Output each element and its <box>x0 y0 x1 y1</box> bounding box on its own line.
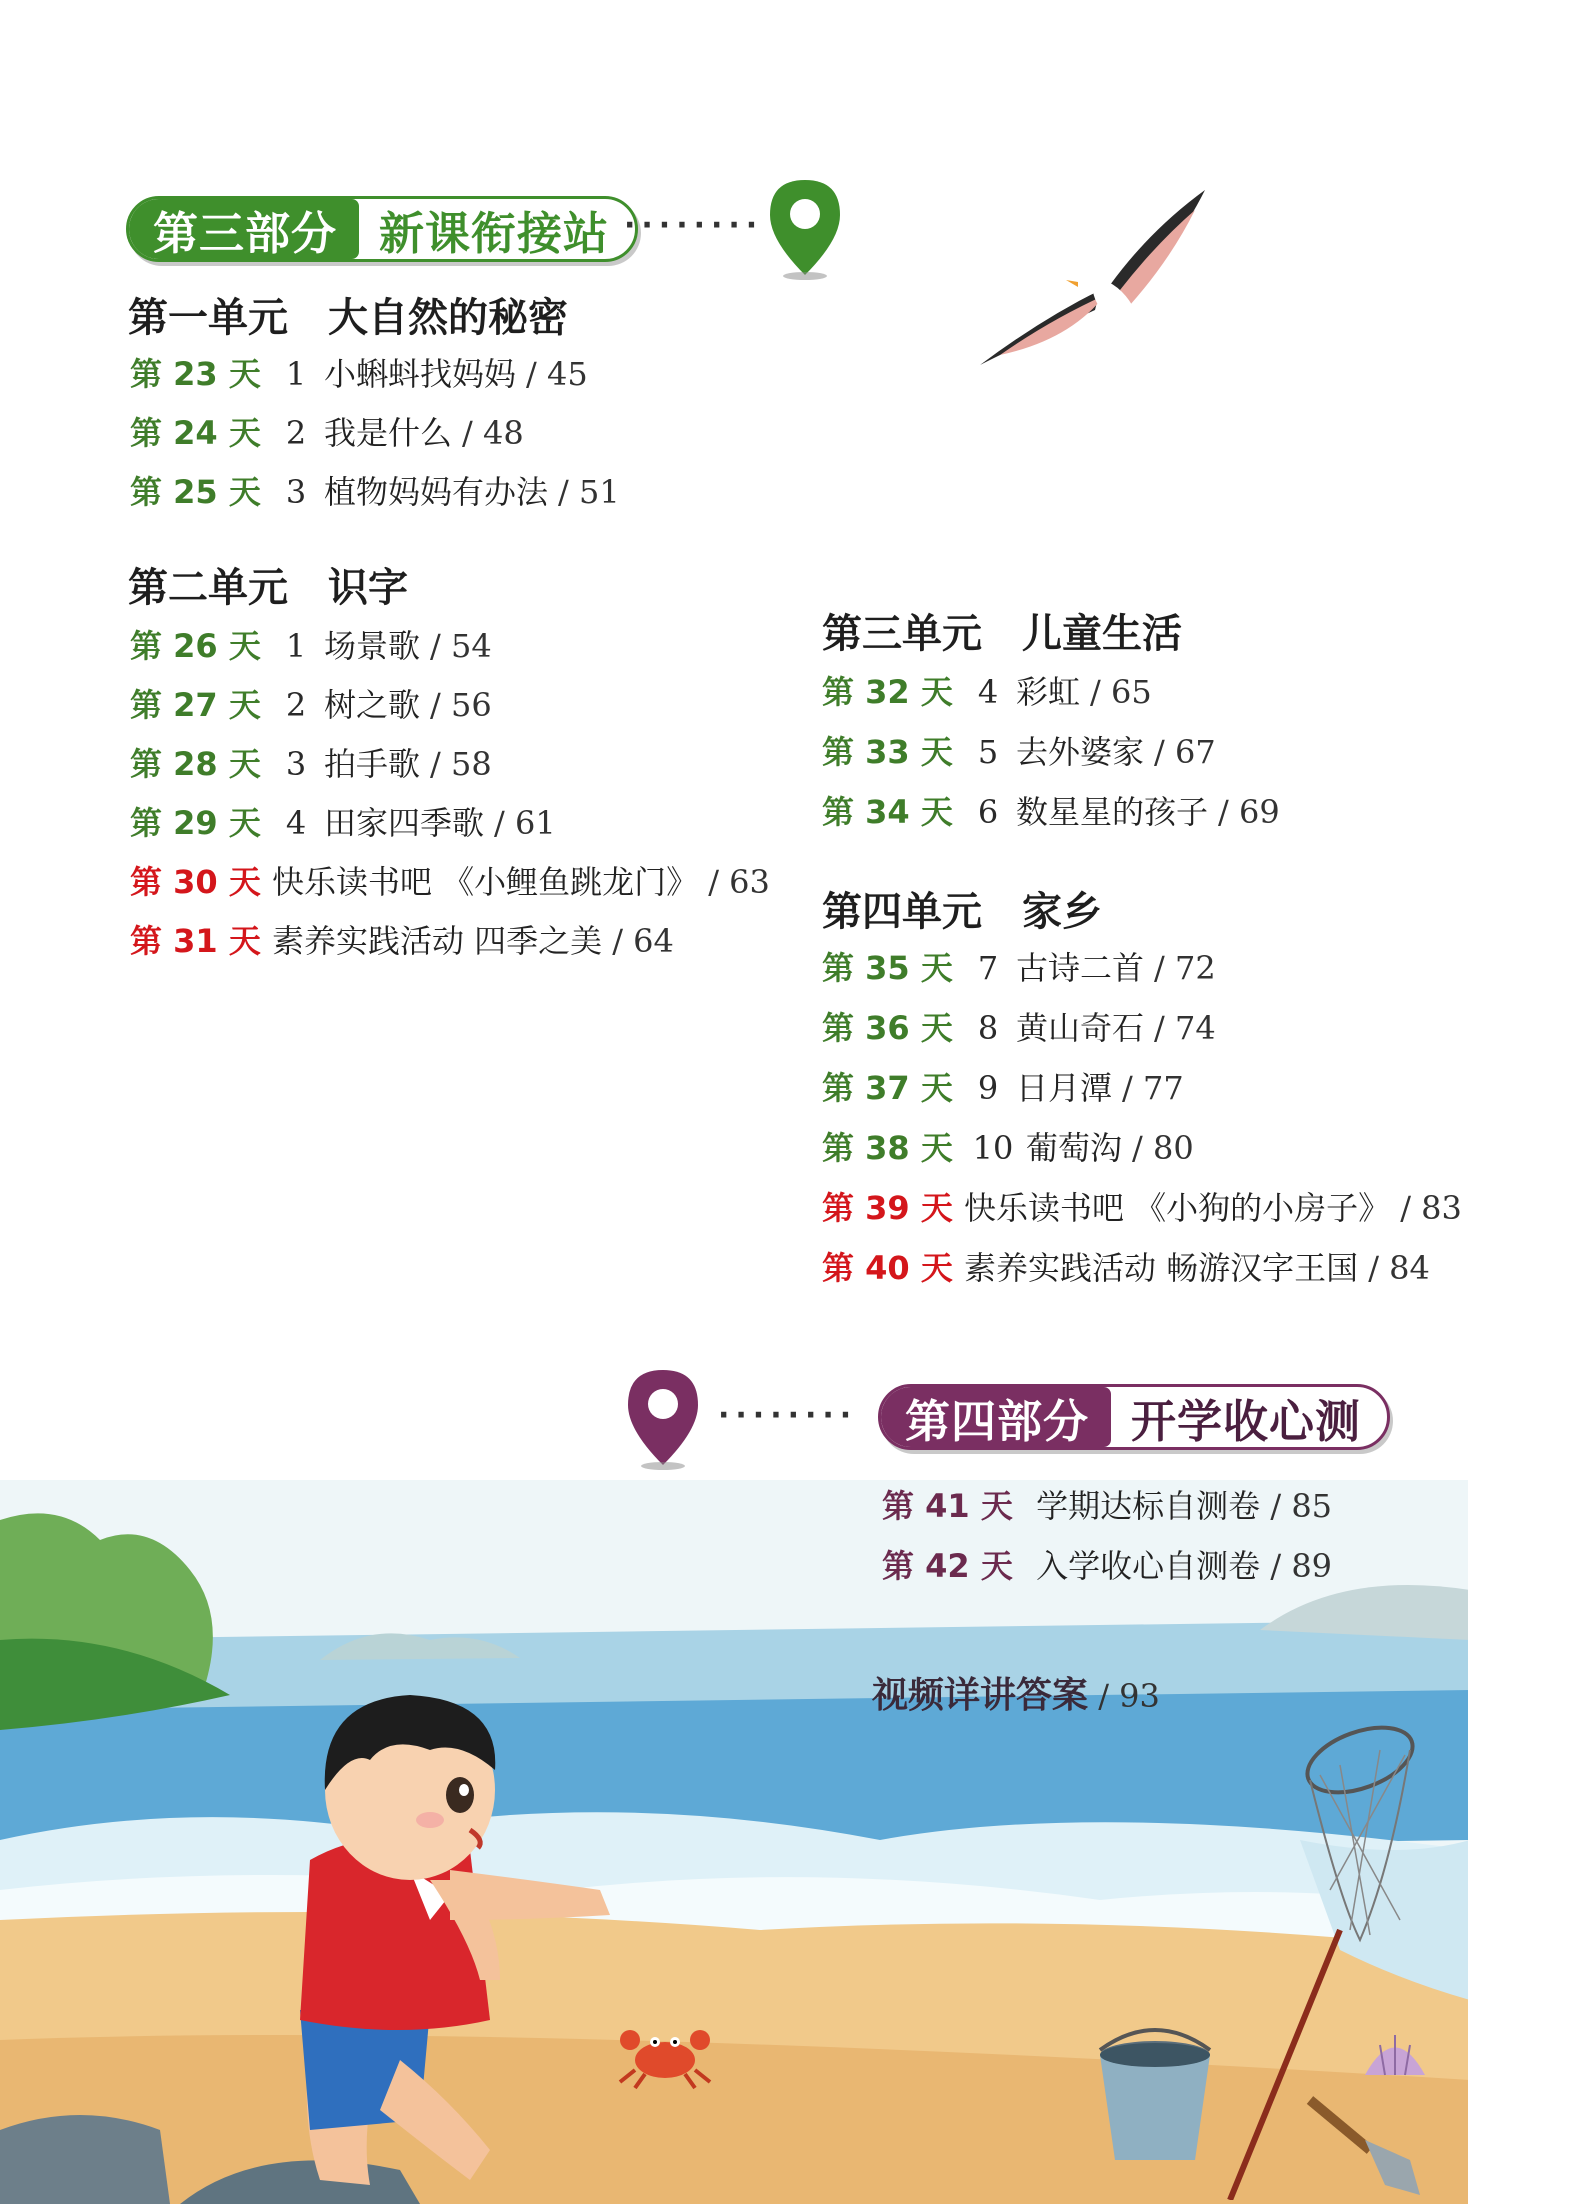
lesson-item[interactable] <box>822 790 1280 834</box>
lesson-number: 3 <box>285 473 307 511</box>
lesson-title: 树之歌 <box>324 686 421 724</box>
lesson-page: / 56 <box>430 686 492 724</box>
lesson-day: 第 39 天 <box>822 1189 953 1227</box>
test-title: 入学收心自测卷 <box>1036 1547 1261 1585</box>
lesson-title: 去外婆家 <box>1016 733 1145 771</box>
lesson-number: 5 <box>977 733 999 771</box>
unit4-name: 第四单元 <box>822 889 982 935</box>
lesson-day: 第 29 天 <box>130 804 261 842</box>
unit2-name: 第二单元 <box>128 565 288 611</box>
lesson-item[interactable] <box>822 1126 1194 1170</box>
unit3-name: 第三单元 <box>822 611 982 657</box>
lesson-title: 植物妈妈有办法 <box>324 473 549 511</box>
part4-dots: ········ <box>718 1398 858 1433</box>
lesson-item[interactable] <box>130 352 588 396</box>
lesson-day: 第 30 天 <box>130 863 261 901</box>
lesson-day: 第 35 天 <box>822 949 953 987</box>
lesson-page: / 67 <box>1154 733 1216 771</box>
lesson-page: / 58 <box>430 745 492 783</box>
lesson-page: / 65 <box>1090 673 1152 711</box>
answers-title: 视频详讲答案 <box>872 1675 1089 1716</box>
lesson-page: / 80 <box>1132 1129 1194 1167</box>
lesson-title: 我是什么 <box>324 414 453 452</box>
lesson-page: / 51 <box>558 473 620 511</box>
lesson-title: 快乐读书吧 《小狗的小房子》 <box>964 1189 1391 1227</box>
lesson-number: 1 <box>285 627 307 665</box>
lesson-day: 第 27 天 <box>130 686 261 724</box>
lesson-item[interactable] <box>822 1066 1184 1110</box>
unit3-subtitle: 儿童生活 <box>1022 611 1182 657</box>
test-title: 学期达标自测卷 <box>1036 1487 1261 1525</box>
unit1-name: 第一单元 <box>128 295 288 341</box>
lesson-number: 10 <box>972 1129 1014 1167</box>
seagull-icon <box>980 190 1220 370</box>
lesson-day: 第 36 天 <box>822 1009 953 1047</box>
lesson-item[interactable] <box>130 919 674 963</box>
lesson-item[interactable] <box>822 730 1216 774</box>
lesson-number: 2 <box>285 686 307 724</box>
lesson-item[interactable] <box>822 1186 1462 1230</box>
test-item[interactable] <box>882 1484 1332 1528</box>
lesson-day: 第 24 天 <box>130 414 261 452</box>
lesson-number: 6 <box>977 793 999 831</box>
test-page: / 85 <box>1270 1487 1333 1525</box>
test-page: / 89 <box>1270 1547 1333 1585</box>
lesson-item[interactable] <box>822 670 1152 714</box>
lesson-title: 小蝌蚪找妈妈 <box>324 355 517 393</box>
test-item[interactable] <box>882 1544 1332 1588</box>
lesson-day: 第 23 天 <box>130 355 261 393</box>
crab-icon <box>610 2010 720 2090</box>
shovel-icon <box>1300 2090 1430 2200</box>
lesson-number: 9 <box>977 1069 999 1107</box>
lesson-page: / 77 <box>1122 1069 1184 1107</box>
part4-header <box>878 1384 1390 1450</box>
lesson-page: / 83 <box>1400 1189 1462 1227</box>
answers-page: / 93 <box>1098 1677 1160 1715</box>
unit4-title <box>822 880 1102 937</box>
lesson-item[interactable] <box>130 624 492 668</box>
lesson-item[interactable] <box>130 683 492 727</box>
lesson-page: / 64 <box>612 922 674 960</box>
lesson-title: 数星星的孩子 <box>1016 793 1209 831</box>
lesson-item[interactable] <box>130 860 770 904</box>
lesson-day: 第 40 天 <box>822 1249 953 1287</box>
lesson-page: / 63 <box>708 863 770 901</box>
lesson-day: 第 31 天 <box>130 922 261 960</box>
lesson-number: 7 <box>977 949 999 987</box>
lesson-page: / 69 <box>1218 793 1280 831</box>
part3-label: 第三部分 <box>129 199 359 259</box>
lesson-page: / 45 <box>526 355 588 393</box>
lesson-title: 田家四季歌 <box>324 804 485 842</box>
lesson-item[interactable] <box>130 411 524 455</box>
lesson-item[interactable] <box>822 1006 1216 1050</box>
lesson-page: / 61 <box>494 804 556 842</box>
lesson-page: / 84 <box>1368 1249 1430 1287</box>
lesson-item[interactable] <box>130 742 492 786</box>
test-day: 第 42 天 <box>882 1547 1013 1585</box>
unit3-title <box>822 602 1182 659</box>
lesson-day: 第 32 天 <box>822 673 953 711</box>
lesson-number: 8 <box>977 1009 999 1047</box>
lesson-title: 黄山奇石 <box>1016 1009 1145 1047</box>
unit4-subtitle: 家乡 <box>1022 889 1102 935</box>
lesson-title: 快乐读书吧 《小鲤鱼跳龙门》 <box>272 863 699 901</box>
lesson-title: 场景歌 <box>324 627 421 665</box>
lesson-page: / 54 <box>430 627 492 665</box>
test-day: 第 41 天 <box>882 1487 1013 1525</box>
lesson-page: / 74 <box>1154 1009 1216 1047</box>
map-pin-icon <box>628 1370 698 1470</box>
lesson-title: 彩虹 <box>1016 673 1081 711</box>
lesson-page: / 72 <box>1154 949 1216 987</box>
boy-illustration <box>280 1680 700 2200</box>
lesson-day: 第 33 天 <box>822 733 953 771</box>
lesson-day: 第 28 天 <box>130 745 261 783</box>
unit2-title <box>128 556 408 613</box>
answers-item[interactable] <box>872 1674 1160 1718</box>
lesson-page: / 48 <box>462 414 524 452</box>
part4-title: 开学收心测 <box>1131 1394 1362 1448</box>
lesson-number: 2 <box>285 414 307 452</box>
part3-dots: ········ <box>624 208 764 243</box>
page-edge <box>1468 1480 1584 2204</box>
lesson-number: 3 <box>285 745 307 783</box>
lesson-title: 古诗二首 <box>1016 949 1145 987</box>
lesson-day: 第 37 天 <box>822 1069 953 1107</box>
lesson-title: 拍手歌 <box>324 745 421 783</box>
lesson-title: 素养实践活动 畅游汉字王国 <box>964 1249 1359 1287</box>
lesson-day: 第 38 天 <box>822 1129 953 1167</box>
lesson-item[interactable] <box>130 470 620 514</box>
lesson-item[interactable] <box>130 801 556 845</box>
lesson-title: 素养实践活动 四季之美 <box>272 922 603 960</box>
lesson-day: 第 26 天 <box>130 627 261 665</box>
lesson-number: 1 <box>285 355 307 393</box>
lesson-item[interactable] <box>822 946 1216 990</box>
lesson-title: 葡萄沟 <box>1026 1129 1123 1167</box>
lesson-day: 第 34 天 <box>822 793 953 831</box>
unit1-title <box>128 286 568 343</box>
shell-icon <box>1360 2030 1430 2080</box>
map-pin-icon <box>770 180 840 280</box>
part4-label: 第四部分 <box>881 1387 1111 1447</box>
lesson-day: 第 25 天 <box>130 473 261 511</box>
lesson-number: 4 <box>977 673 999 711</box>
unit2-subtitle: 识字 <box>328 565 408 611</box>
lesson-number: 4 <box>285 804 307 842</box>
unit1-subtitle: 大自然的秘密 <box>328 295 568 341</box>
lesson-item[interactable] <box>822 1246 1430 1290</box>
part3-header <box>126 196 638 262</box>
lesson-title: 日月潭 <box>1016 1069 1113 1107</box>
part3-title: 新课衔接站 <box>379 206 610 260</box>
